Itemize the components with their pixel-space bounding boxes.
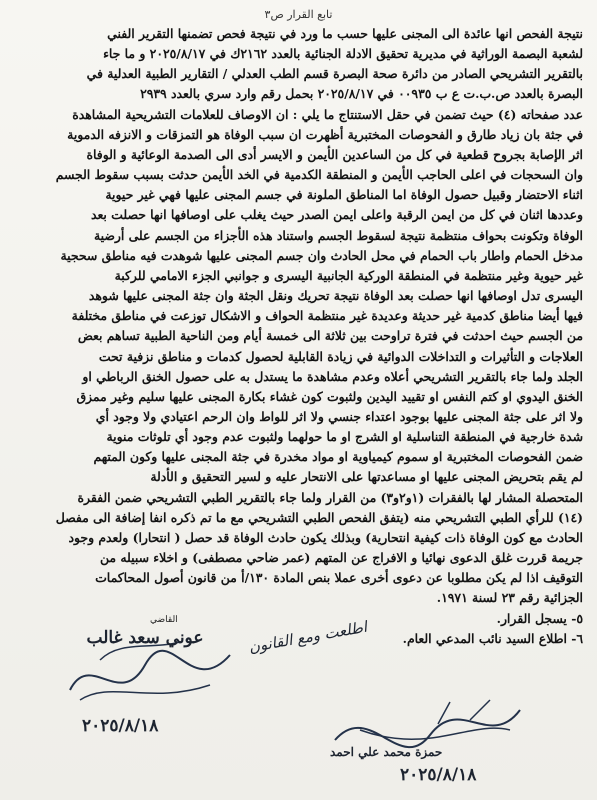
body-line: مدخل الحمام واطار باب الحمام في محل الحادث وان جسم المجنى عليها شوهدت فيه مناطق سحجية bbox=[60, 247, 583, 263]
body-line: التوقيف اذا لم يكن مطلوبا عن دعوى أخرى عملا بنص المادة ١٣٠/أ من قانون أصول المحاكمات bbox=[95, 570, 583, 586]
body-line: شدة خارجية في المنطقة التناسلية او الشرج او ما حولهما ولثبوت عدم وجود أي تلوثات منوية bbox=[106, 429, 583, 445]
body-line: البصرة بالعدد ص.ب.ت ع ب ٠٠٩٣٥ في ٢٠٢٥/٨/١٧ بحمل رقم وارد سري بالعدد ٢٩٣٩ bbox=[140, 86, 583, 102]
body-line: الجلد ولما جاء بالتقرير التشريحي أعلاه وعدم مشاهدة ما يستدل به على حصول الخنق الرباطي او bbox=[82, 368, 583, 384]
body-line: جريمة قررت غلق الدعوى نهائيا و الافراج عن المتهم (عمر ضاحي مصطفى) و اخلاء سبيله من bbox=[99, 550, 583, 566]
body-line: العلاجات و التأثيرات و التداخلات الدوائية في زيادة القابلية لحصول كدمات و مناطق نزفية تحت bbox=[98, 348, 583, 364]
judge-name: عوني سعد غالب bbox=[86, 628, 204, 648]
body-line: عدد صفحاته (٤) حيث تضمن في حقل الاستنتاج ما يلي : ان الاوصاف للعلامات التشريحية المشاهدة bbox=[72, 106, 583, 122]
body-line: من الجسم حيث احدثت في فترة تراوحت بين ثلاثة الى خمسة أيام ومن الناحية الطبية تساهم بعض bbox=[77, 328, 583, 344]
body-line: وان السحجات في اعلى الحاجب الأيمن و المنطقة الكدمية في الخد الأيمن حدثت بسبب سقوط الجسم bbox=[55, 167, 583, 183]
body-line: الحادث مع كون الوفاة ذات كيفية انتحارية) وبذلك يكون حادث الوفاة قد حصل ( انتحارا) ولعدم وجود bbox=[68, 529, 583, 545]
judge-title-caption: القاضي bbox=[150, 615, 178, 625]
page-header: تابع القرار ص٣ bbox=[264, 8, 333, 21]
body-line: ٥- يسجل القرار. bbox=[496, 610, 583, 626]
handwritten-annotation: اطلعت ومع القانون bbox=[247, 617, 369, 657]
decision-body-text bbox=[17, 24, 583, 649]
body-line: وعددها اثنان في كل من ايمن الرقبة واعلى ايمن الصدر حيث يغلب على اوصافها انها حصلت بعد bbox=[90, 207, 583, 223]
body-line: فيها أيضا مناطق كدمية غير حديثة وعديدة غير منتظمة الحواف و الاشكال توزعت في مناطق مختلفة bbox=[71, 308, 583, 324]
body-line: اثر الإصابة بجروح قطعية في كل من الساعدين الأيمن و الايسر أدى الى الصدمة الوعائية و الوفاة bbox=[86, 146, 583, 162]
body-line: الجزائية رقم ٢٣ لسنة ١٩٧١. bbox=[436, 590, 583, 606]
body-line: لم يقم بتحريض المجنى عليها او مساعدتها على الانتحار عليه و لسير التحقيق و الأدلة bbox=[150, 469, 583, 485]
body-line: (١٤) للرأي الطبي التشريحي منه (يتفق الفحص الطبي التشريحي مع ما تم ذكره انفا إضافة الى مفصل bbox=[55, 509, 583, 525]
judge-signature-date: ٢٠٢٥/٨/١٨ bbox=[82, 716, 159, 736]
body-line: غير حيوية وغير منتظمة في المنطقة الوركية الجانبية اليسرى و جوانبي الجزء الامامي للركبة bbox=[114, 267, 583, 283]
prosecutor-signature-date: ٢٠٢٥/٨/١٨ bbox=[400, 765, 477, 785]
body-line: ٦- اطلاع السيد نائب المدعي العام. bbox=[402, 630, 583, 646]
body-line: في جثة بان زياد طارق و الفحوصات المختبرية أظهرت ان سبب الوفاة هو التمزقات و الانزفه الدموية bbox=[67, 126, 583, 142]
body-line: ولا اثر على جثة المجنى عليها بوجود اعتداء جنسي ولا اثر للواط وان الرحم اعتيادي ولا وجود أي bbox=[95, 408, 583, 424]
body-line: لشعبة البصمة الوراثية في مديرية تحقيق الادلة الجنائية بالعدد ٢١٦٢ك في ٢٠٢٥/٨/١٧ و ما جاء bbox=[103, 46, 583, 62]
body-line: ضمن الفحوصات المختبرية او سموم كيمياوية او مواد مخدرة في جثة المجنى عليها وكون المتهم bbox=[93, 449, 583, 465]
body-line: بالتقرير التشريحي الصادر من دائرة صحة البصرة قسم الطب العدلي / التقارير الطبية العدلية في bbox=[86, 66, 583, 82]
body-line: الخنق اليدوي او كتم النفس او تقييد اليدين ولثبوت كون غشاء بكارة المجنى عليها سليم وغير ممزق bbox=[76, 388, 583, 404]
body-line: الوفاة وتكونت بحواف منتظمة نتيجة لسقوط الجسم واستناد هذه الأجزاء من الجسم على أرضية bbox=[93, 227, 583, 243]
body-line: اليسرى تدل اوصافها انها حصلت بعد الوفاة نتيجة تحريك ونقل الجثة وان جثة المجنى عليها شوهد bbox=[88, 288, 583, 304]
prosecutor-name: حمزة محمد علي احمد bbox=[330, 745, 443, 759]
body-line: نتيجة الفحص انها عائدة الى المجنى عليها حسب ما ورد في نتيجة فحص تضمنها التقرير الفني bbox=[107, 26, 583, 41]
body-line: اثناء الاحتضار وقبيل حصول الوفاة اما المناطق الملونة في جسم المجنى عليها فهي غير حيوية bbox=[105, 187, 583, 203]
body-line: المتحصلة المشار لها بالفقرات (١و٢و٣) من القرار ولما جاء بالتقرير الطبي التشريحي ضمن الفقرة bbox=[77, 489, 583, 505]
